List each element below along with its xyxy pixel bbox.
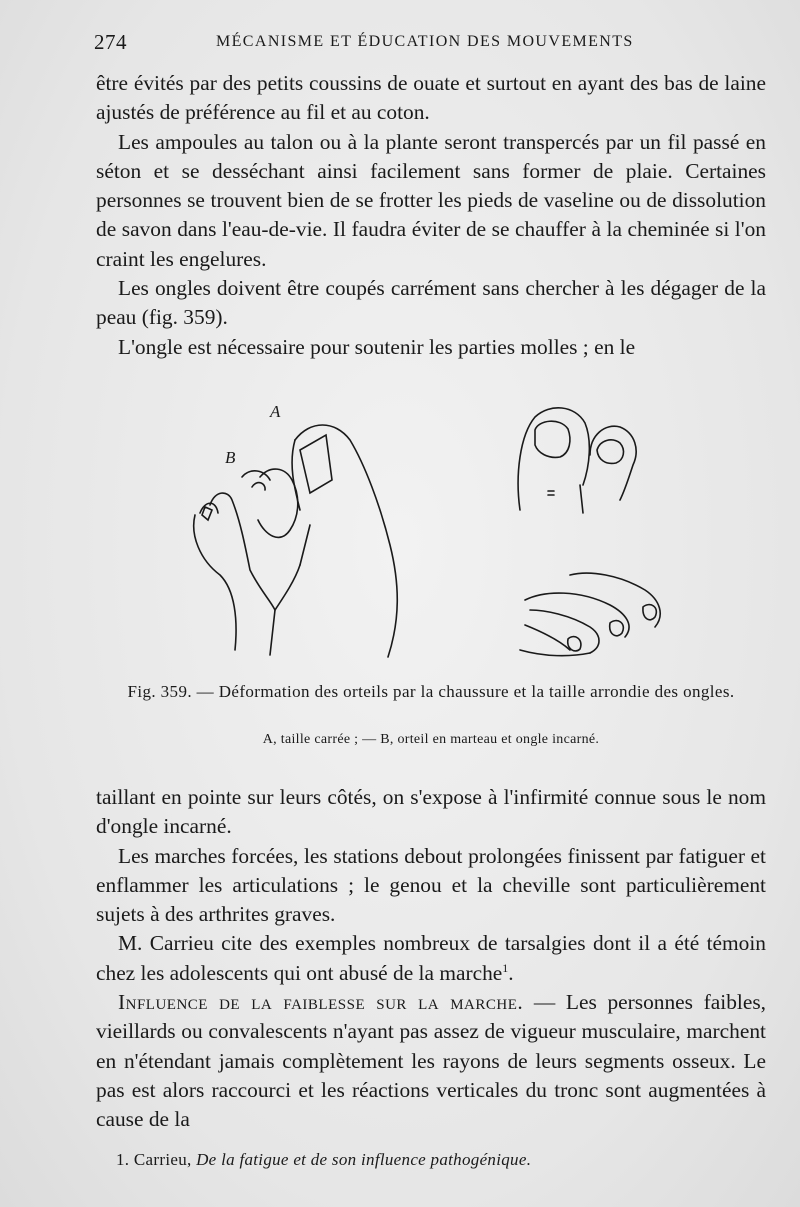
footnote <box>116 1150 531 1170</box>
paragraph: M. Carrieu cite des exemples nombreux de tarsalgies dont il a été témoin chez les adolescents qui ont abusé de la marche$^1$. <box>96 931 766 985</box>
page-number: 274 <box>94 30 127 54</box>
right-foot-lower-sketch <box>520 573 660 656</box>
footnote-title: De la fatigue et de son influence pathogénique. <box>196 1150 532 1169</box>
paragraph: Les ongles doivent être coupés carrément sans chercher à les dégager de la peau (fig. 359). <box>96 276 766 330</box>
label-b: B <box>225 448 236 467</box>
body-text-bottom <box>96 783 766 1135</box>
paragraph: taillant en pointe sur leurs côtés, on s'expose à l'infirmité connue sous le nom d'ongle incarné. <box>96 785 766 839</box>
figure-caption: Fig. 359. — Déformation des orteils par la chaussure et la taille arrondie des ongles. <box>127 682 735 701</box>
paragraph-text: — Les personnes faibles, vieillards ou convalescents n'ayant pas assez de vigueur musculaire, marchent en n'étendant jamais complètement les rayons de leurs segments osseux. Le pas est alors raccourci et les réactions verticales du tronc sont augmentées à cause de la <box>96 990 767 1132</box>
paragraph: Les marches forcées, les stations debout prolongées finissent par fatiguer et enflammer les articulations ; le genou et la cheville sont particulièrement sujets à des arthrites graves. <box>96 843 766 927</box>
paragraph <box>96 988 766 1134</box>
body-text-top <box>96 69 766 362</box>
right-foot-upper-sketch <box>518 408 636 513</box>
figure-359-illustration <box>150 395 690 675</box>
paragraph: Les ampoules au talon ou à la plante seront transpercés par un fil passé en séton et se desséchant ainsi facilement sans former de plaie. Certaines personnes se trouvent bien de se frotter les pieds de vaseline ou de dissolution de savon dans l'eau-de-vie. Il faudra éviter de se chauffer à la cheminée si l'on craint les engelures. <box>96 129 766 271</box>
running-header <box>94 30 762 56</box>
footnote-number: 1. <box>116 1150 130 1169</box>
label-a: A <box>270 402 281 421</box>
paragraph: L'ongle est nécessaire pour soutenir les parties molles ; en le <box>118 334 636 359</box>
section-heading: Influence de la faiblesse sur la marche. <box>118 990 524 1015</box>
paragraph-text: M. Carrieu cite des exemples nombreux de tarsalgies dont il a été témoin chez les adolescents qui ont abusé de la marche <box>96 931 766 985</box>
running-title: MÉCANISME ET ÉDUCATION DES MOUVEMENTS <box>216 33 634 50</box>
footnote-author: Carrieu, <box>133 1150 192 1169</box>
toe-deformation-drawing <box>150 395 690 675</box>
footnote-ref: 1 <box>502 960 509 975</box>
figure-legend: A, taille carrée ; — B, orteil en marteau et ongle incarné. <box>262 732 600 747</box>
paragraph: être évités par des petits coussins de ouate et surtout en ayant des bas de laine ajustés de préférence au fil et au coton. <box>96 71 766 125</box>
